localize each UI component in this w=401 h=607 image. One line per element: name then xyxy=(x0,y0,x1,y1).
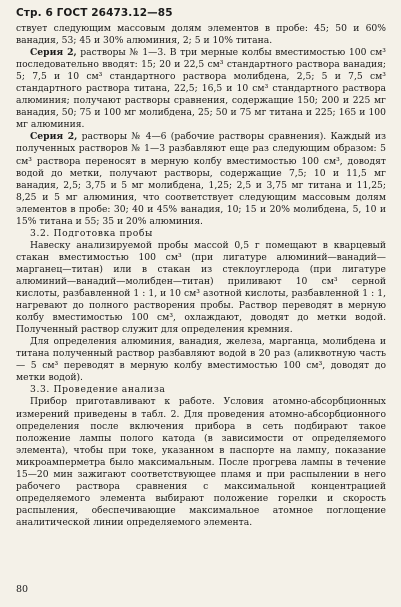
page-number: 80 xyxy=(16,584,29,595)
section-heading: 3.3. Проведение анализа xyxy=(30,384,166,396)
paragraph: Прибор приготавливают к работе. Условия атомно-абсорбционных измерений приведены в табл. 2. Для проведения атомно-абсорбционного определения после включения прибора в сеть подбирают такое положение лампы полого катода (в зависимости от определяемого элемента), чтобы при токе, указанном в паспорте на лампу, показание микроамперметра было максимальным. После прогрева лампы в течение 15—20 мин зажигают соответствующее пламя и при распылении в него рабочего раствора сравнения с максимальной концентрацией определяемого элемента выбирают положение горелки и скорость распыления, обеспечивающие максимальное атомное поглощение аналитической линии определяемого элемента. xyxy=(16,396,386,528)
paragraph: Серия 2, растворы № 1—3. В три мерные колбы вместимостью 100 см³ последовательно вводят: 15; 20 и 22,5 см³ стандартного раствора ванадия; 5; 7,5 и 10 см³ стандартного раствора молибдена, 2,5; 5 и 7,5 см³ стандартного раствора титана, 22,5; 16,5 и 10 см³ стандартного раствора алюминия; получают растворы сравнения, содержащие 150; 200 и 225 мг ванадия, 50; 75 и 100 мг молибдена, 25; 50 и 75 мг титана и 225; 165 и 100 мг алюминия. xyxy=(16,47,386,131)
paragraph: ствует следующим массовым долям элементов в пробе: 45; 50 и 60% ванадия, 53; 45 и 30% алюминия, 2; 5 и 10% титана. xyxy=(16,23,386,47)
document-body xyxy=(16,23,386,529)
page-header: Стр. 6 ГОСТ 26473.12—85 xyxy=(16,7,173,19)
paragraph: Навеску анализируемой пробы массой 0,5 г помещают в кварцевый стакан вместимостью 100 см³ (при лигатуре алюминий—ванадий—марганец—титан) или в стакан из стеклоуглерода (при лигатуре алюминий—ванадий—молибден—титан) приливают 10 см³ серной кислоты, разбавленной 1 : 1, и 10 см³ азотной кислоты, разбавленной 1 : 1, нагревают до полного растворения пробы. Раствор переводят в мерную колбу вместимостью 100 см³, охлаждают, доводят до метки водой. Полученный раствор служит для определения кремния. xyxy=(16,239,386,336)
series-label: Серия 2, xyxy=(30,47,77,59)
series-label: Серия 2, xyxy=(30,131,78,143)
section-heading: 3.2. Подготовка пробы xyxy=(30,227,153,239)
paragraph: Серия 2, растворы № 4—6 (рабочие растворы сравнения). Каждый из полученных растворов № 1—3 разбавляют еще раз следующим образом: 5 см³ раствора переносят в мерную колбу вместимостью 100 см³, доводят водой до метки, получают растворы, содержащие 7,5; 10 и 11,5 мг ванадия, 2,5; 3,75 и 5 мг молибдена, 1,25; 2,5 и 3,75 мг титана и 11,25; 8,25 и 5 мг алюминия, что соответствует следующим массовым долям элементов в пробе: 30; 40 и 45% ванадия, 10; 15 и 20% молибдена, 5, 10 и 15% титана и 55; 35 и 20% алюминия. xyxy=(16,131,386,227)
paragraph: Для определения алюминия, ванадия, железа, марганца, молибдена и титана полученный раствор разбавляют водой в 20 раз (аликвотную часть — 5 см³ переводят в мерную колбу вместимостью 100 см³, доводят до метки водой). xyxy=(16,336,386,384)
